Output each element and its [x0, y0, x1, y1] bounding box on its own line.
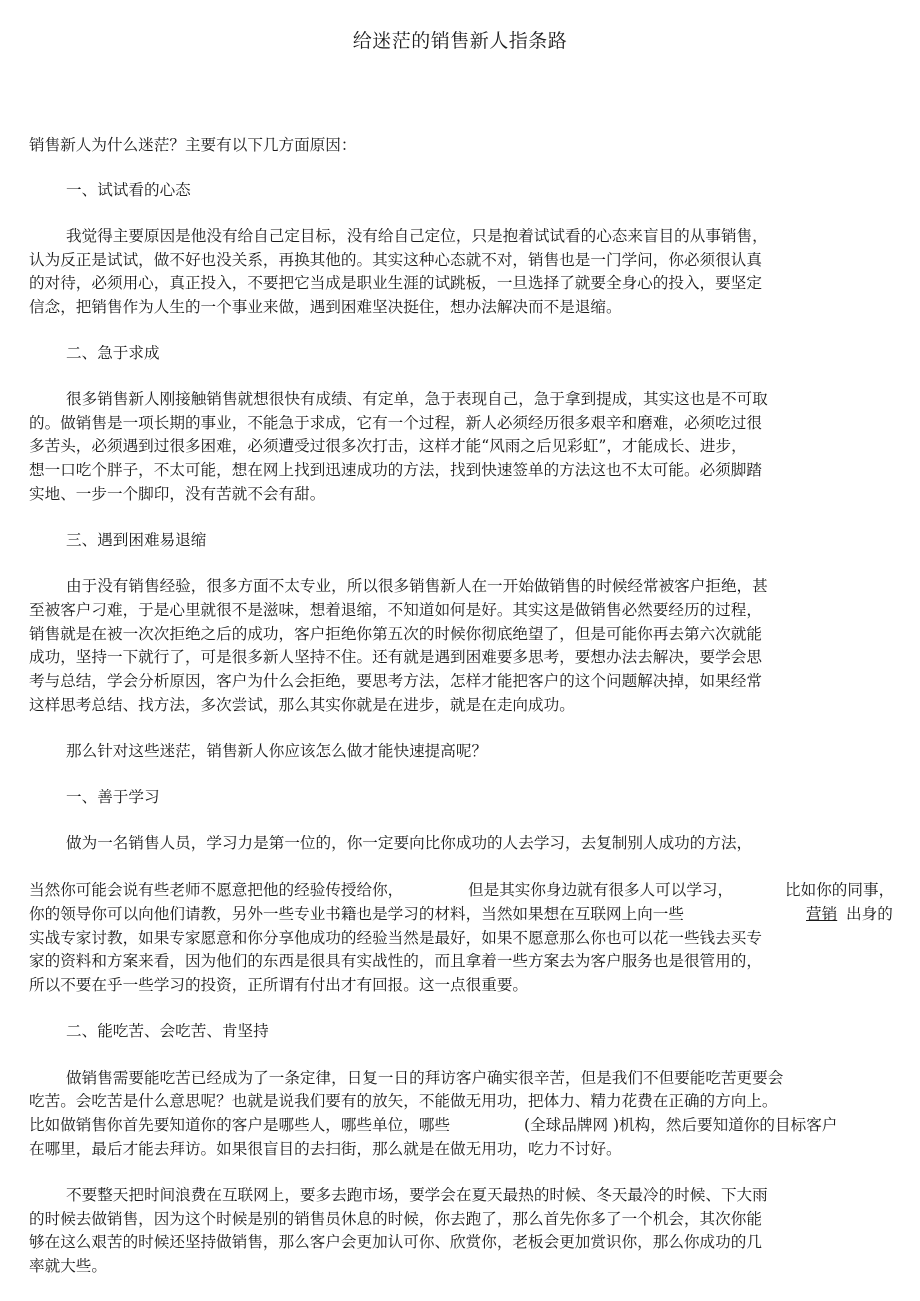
question-text: 那么针对这些迷茫，销售新人你应该怎么做才能快速提高呢？: [66, 742, 488, 760]
paragraph-line: 的。做销售是一项长期的事业，不能急于求成，它有一个过程，新人必须经历很多艰辛和磨难，必须吃过很: [29, 414, 762, 432]
paragraph-line: 够在这么艰苦的时候还坚持做销售，那么客户会更加认可你、欣赏你，老板会更加赏识你，那么你成功的几: [29, 1233, 762, 1251]
paragraph-line: 成功，坚持一下就行了，可是很多新人坚持不住。还有就是遇到困难要多思考，要想办法去解决，要学会思: [29, 648, 762, 666]
paragraph-line: 至被客户刁难，于是心里就很不是滋味，想着退缩，不知道如何是好。其实这是做销售必然要经历的过程，: [29, 601, 762, 619]
paragraph-line: (全球品牌网 )机构，然后要知道你的目标客户: [524, 1116, 838, 1134]
paragraph-line: 想一口吃个胖子，不太可能，想在网上找到迅速成功的方法，找到快速签单的方法这也不太可能。必须脚踏: [29, 461, 762, 479]
paragraph-line: 由于没有销售经验，很多方面不太专业，所以很多销售新人在一开始做销售的时候经常被客户拒绝，甚: [66, 577, 768, 595]
paragraph-line: 在哪里，最后才能去拜访。如果很盲目的去扫街，那么就是在做无用功，吃力不讨好。: [29, 1140, 622, 1158]
paragraph-line: 所以不要在乎一些学习的投资，正所谓有付出才有回报。这一点很重要。: [29, 976, 529, 994]
paragraph-line: 当然你可能会说有些老师不愿意把他的经验传授给你，: [29, 881, 404, 899]
paragraph-line: 你的领导你可以向他们请教，另外一些专业书籍也是学习的材料，当然如果想在互联网上向一些: [29, 905, 684, 923]
intro-text: 销售新人为什么迷茫？主要有以下几方面原因：: [29, 136, 357, 154]
section-heading: 一、试试看的心态: [66, 181, 191, 199]
paragraph-line: 做销售需要能吃苦已经成为了一条定律，日复一日的拜访客户确实很辛苦，但是我们不但要能吃苦更要会: [66, 1069, 784, 1087]
paragraph-line: 出身的: [846, 905, 893, 923]
paragraph-line: 率就大些。: [29, 1257, 107, 1275]
paragraph-line: 多苦头，必须遇到过很多困难，必须遭受过很多次打击，这样才能“风雨之后见彩虹”，才能成长、进步，: [29, 437, 747, 455]
paragraph-line: 的时候去做销售，因为这个时候是别的销售员休息的时候，你去跑了，那么首先你多了一个机会，其次你能: [29, 1210, 762, 1228]
paragraph-line: 实地、一步一个脚印，没有苦就不会有甜。: [29, 485, 326, 503]
marketing-link[interactable]: 营销: [806, 905, 838, 923]
paragraph-line: 信念，把销售作为人生的一个事业来做，遇到困难坚决挺住，想办法解决而不是退缩。: [29, 298, 622, 316]
paragraph-line: 做为一名销售人员，学习力是第一位的，你一定要向比你成功的人去学习，去复制别人成功的方法，: [66, 834, 753, 852]
section-heading: 二、急于求成: [66, 344, 160, 362]
paragraph-line: 认为反正是试试，做不好也没关系，再换其他的。其实这种心态就不对，销售也是一门学问，你必须很认真: [29, 251, 762, 269]
paragraph-line: 我觉得主要原因是他没有给自己定目标，没有给自己定位，只是抱着试试看的心态来盲目的从事销售，: [66, 227, 768, 245]
section-heading: 一、善于学习: [66, 788, 160, 806]
document-title: 给迷茫的销售新人指条路: [352, 30, 568, 52]
paragraph-line: 不要整天把时间浪费在互联网上，要多去跑市场，要学会在夏天最热的时候、冬天最冷的时候、下大雨: [66, 1186, 768, 1204]
paragraph-line: 比如你的同事，: [785, 881, 895, 899]
paragraph-line: 很多销售新人刚接触销售就想很快有成绩、有定单，急于表现自己，急于拿到提成，其实这也是不可取: [66, 390, 768, 408]
paragraph-line: 这样思考总结、找方法，多次尝试，那么其实你就是在进步，就是在走向成功。: [29, 696, 575, 714]
paragraph-line: 家的资料和方案来看，因为他们的东西是很具有实战性的，而且拿着一些方案去为客户服务也是很管用的，: [29, 952, 762, 970]
paragraph-line: 考与总结，学会分析原因，客户为什么会拒绝，要思考方法，怎样才能把客户的这个问题解决掉，如果经常: [29, 672, 762, 690]
paragraph-line: 销售就是在被一次次拒绝之后的成功，客户拒绝你第五次的时候你彻底绝望了，但是可能你再去第六次就能: [29, 625, 762, 643]
section-heading: 二、能吃苦、会吃苦、肯坚持: [66, 1022, 269, 1040]
paragraph-line: 但是其实你身边就有很多人可以学习，: [468, 881, 734, 899]
section-heading: 三、遇到困难易退缩: [66, 531, 207, 549]
paragraph-line: 实战专家讨教，如果专家愿意和你分享他成功的经验当然是最好，如果不愿意那么你也可以花一些钱去买专: [29, 929, 762, 947]
paragraph-line: 吃苦。会吃苦是什么意思呢？也就是说我们要有的放矢，不能做无用功，把体力、精力花费在正确的方向上。: [29, 1092, 778, 1110]
paragraph-line: 比如做销售你首先要知道你的客户是哪些人，哪些单位，哪些: [29, 1116, 451, 1134]
paragraph-line: 的对待，必须用心，真正投入，不要把它当成是职业生涯的试跳板，一旦选择了就要全身心的投入，要坚定: [29, 274, 762, 292]
